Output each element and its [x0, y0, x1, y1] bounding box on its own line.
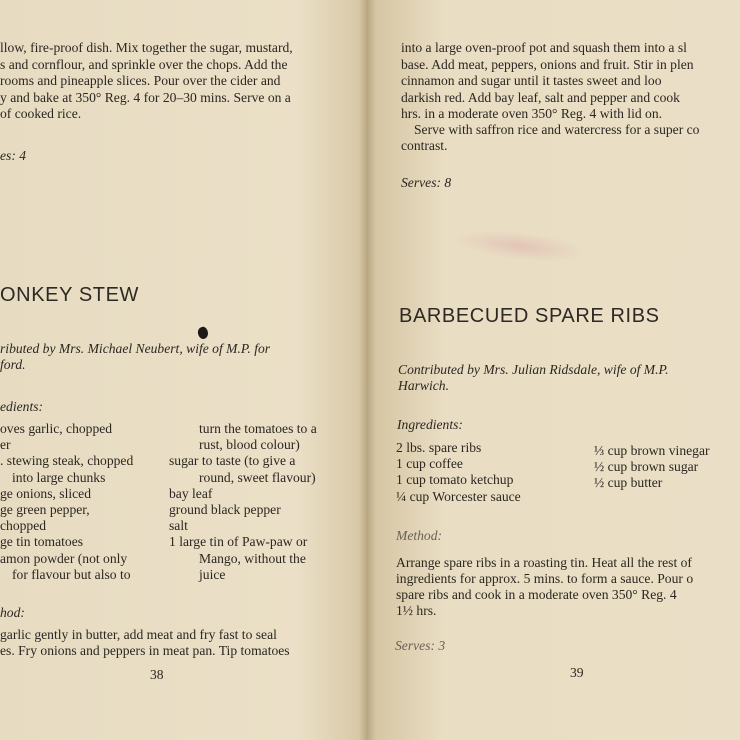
ingredient-item: ge green pepper,	[0, 502, 90, 518]
intro-line: Serve with saffron rice and watercress for a super co	[414, 122, 700, 137]
intro-line: darkish red. Add bay leaf, salt and pepper and cook	[401, 90, 680, 105]
ingredient-item: amon powder (not only	[0, 550, 128, 566]
intro-line: of cooked rice.	[0, 106, 82, 121]
ingredients-heading: edients:	[0, 399, 44, 414]
ingredient-item: into large chunks	[12, 469, 106, 485]
page-number: 39	[570, 665, 584, 680]
ingredient-item: chopped	[0, 518, 47, 534]
method-line: garlic gently in butter, add meat and fry fast to seal	[0, 627, 277, 642]
ingredient-item: sugar to taste (to give a	[169, 453, 296, 469]
ingredient-item: Mango, without the	[199, 550, 306, 566]
contributed-line: ford.	[0, 357, 26, 372]
ingredient-item: bay leaf	[169, 485, 213, 501]
pink-stain	[454, 225, 586, 266]
method-heading: hod:	[0, 605, 25, 620]
ingredients-heading: Ingredients:	[397, 417, 463, 432]
ingredient-item: rust, blood colour)	[199, 437, 300, 453]
recipe-title: ONKEY STEW	[0, 284, 139, 306]
serves-label: Serves: 8	[401, 175, 452, 190]
ingredients-column-1	[396, 440, 521, 505]
ingredient-item: ge tin tomatoes	[0, 534, 84, 550]
ingredient-item: ge onions, sliced	[0, 485, 91, 501]
contributed-line: Harwich.	[398, 378, 449, 393]
ingredient-item: er	[0, 437, 11, 453]
left-page	[0, 0, 364, 740]
ingredient-item: salt	[169, 518, 188, 534]
right-page	[372, 0, 740, 740]
recipe-title: BARBECUED SPARE RIBS	[399, 305, 660, 327]
contributed-line: Contributed by Mrs. Julian Ridsdale, wife of M.P.	[398, 362, 669, 377]
ingredient-item: ground black pepper	[169, 502, 281, 518]
intro-line: y and bake at 350° Reg. 4 for 20–30 mins. Serve on a	[0, 90, 291, 105]
ingredient-item: for flavour but also to	[12, 566, 131, 582]
ingredient-item: round, sweet flavour)	[199, 469, 316, 485]
intro-line: base. Add meat, peppers, onions and fruit. Stir in plen	[401, 57, 694, 72]
ingredient-item: ½ cup brown sugar	[594, 459, 699, 475]
ingredients-column-2	[594, 443, 710, 492]
ingredient-item: juice	[199, 566, 226, 582]
ingredient-item: . stewing steak, chopped	[0, 453, 134, 469]
ingredient-item: ¼ cup Worcester sauce	[396, 488, 521, 504]
intro-line: rooms and pineapple slices. Pour over the cider and	[0, 73, 281, 88]
method-line: 1½ hrs.	[396, 603, 437, 618]
ingredients-column-1	[0, 421, 133, 583]
ingredient-item: ⅓ cup brown vinegar	[594, 443, 710, 458]
method-line: spare ribs and cook in a moderate oven 350° Reg. 4	[396, 587, 677, 602]
contributed-line: ributed by Mrs. Michael Neubert, wife of M.P. for	[0, 341, 271, 356]
ink-spot	[196, 326, 210, 341]
intro-line: s and cornflour, and sprinkle over the chops. Add the	[0, 57, 288, 72]
ingredient-item: 1 cup tomato ketchup	[396, 472, 514, 488]
ingredient-item: oves garlic, chopped	[0, 421, 113, 436]
method-heading: Method:	[396, 528, 443, 543]
intro-line: into a large oven-proof pot and squash them into a sl	[401, 40, 687, 55]
ingredients-column-2	[169, 421, 317, 583]
method-line: es. Fry onions and peppers in meat pan. Tip tomatoes	[0, 643, 290, 658]
intro-line: cinnamon and sugar until it tastes sweet and loo	[401, 73, 662, 88]
serves-label: es: 4	[0, 148, 27, 163]
serves-label: Serves: 3	[395, 638, 446, 653]
intro-line: hrs. in a moderate oven 350° Reg. 4 with lid on.	[401, 106, 663, 121]
ingredient-item: 2 lbs. spare ribs	[396, 440, 482, 455]
method-line: ingredients for approx. 5 mins. to form a sauce. Pour o	[396, 571, 694, 586]
intro-line: contrast.	[401, 138, 448, 153]
ingredient-item: 1 large tin of Paw-paw or	[169, 534, 308, 550]
method-line: Arrange spare ribs in a roasting tin. Heat all the rest of	[396, 555, 692, 570]
ingredient-item: turn the tomatoes to a	[199, 421, 317, 436]
page-number: 38	[150, 667, 164, 682]
intro-line: llow, fire-proof dish. Mix together the sugar, mustard,	[0, 40, 293, 55]
ingredient-item: 1 cup coffee	[396, 456, 463, 472]
ingredient-item: ½ cup butter	[594, 475, 663, 491]
